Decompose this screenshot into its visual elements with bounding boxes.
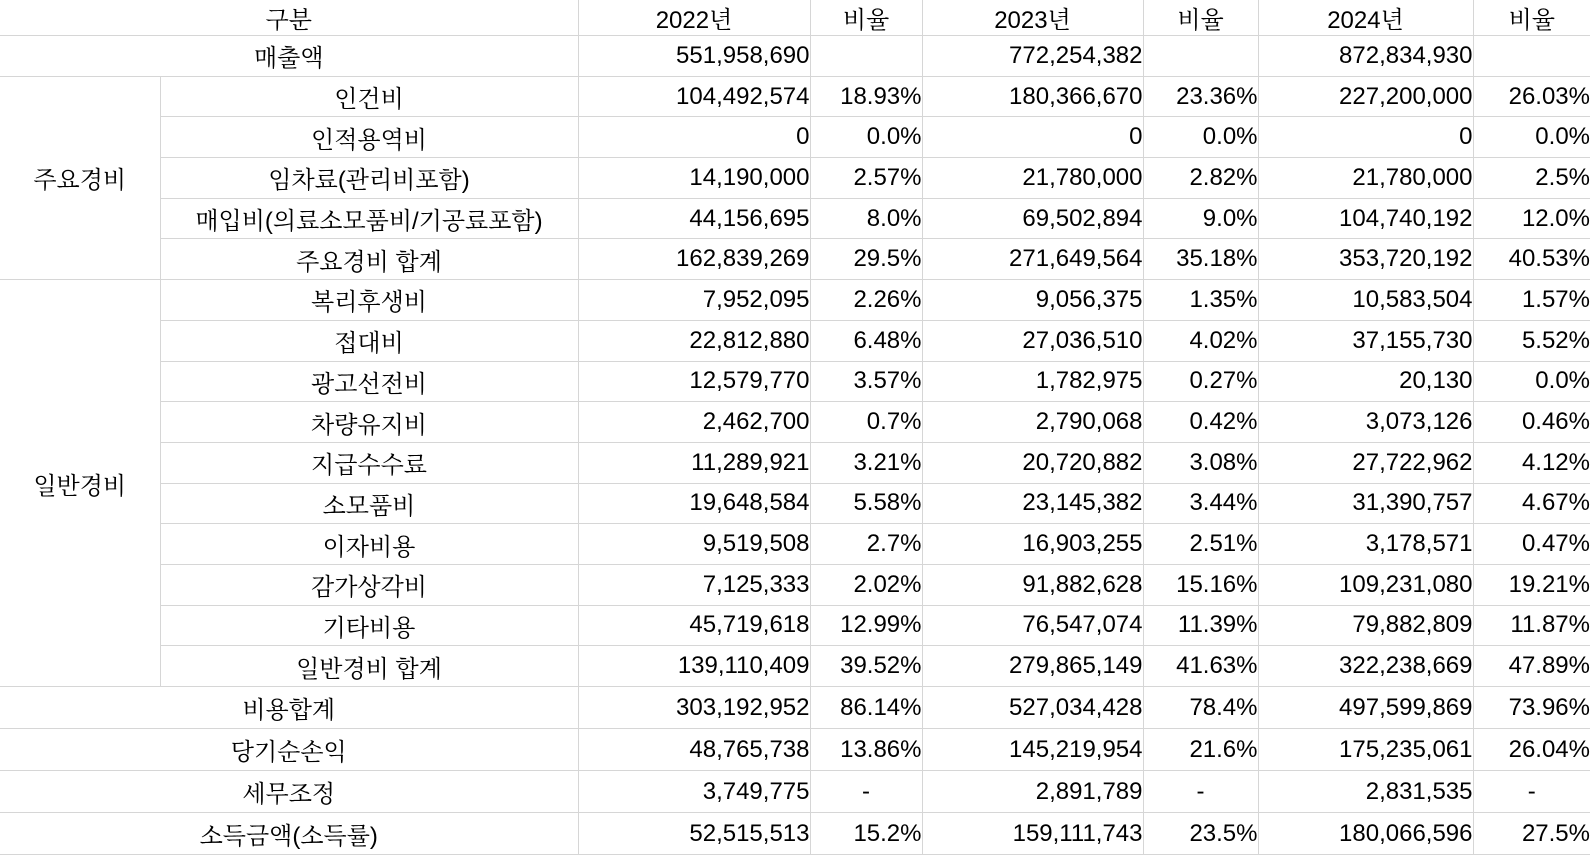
amount-cell: 527,034,428 <box>922 687 1143 729</box>
ratio-cell: 12.0% <box>1473 198 1590 239</box>
ratio-cell: 4.12% <box>1473 442 1590 483</box>
ratio-cell: 5.52% <box>1473 320 1590 361</box>
amount-cell: 322,238,669 <box>1258 646 1473 687</box>
row-label: 당기순손익 <box>0 729 578 771</box>
row-label: 인적용역비 <box>160 117 578 158</box>
ratio-cell: 4.67% <box>1473 483 1590 524</box>
ratio-cell <box>810 36 922 77</box>
row-label: 매출액 <box>0 36 578 77</box>
ratio-cell: 29.5% <box>810 239 922 280</box>
ratio-cell: 27.5% <box>1473 813 1590 855</box>
amount-cell: 31,390,757 <box>1258 483 1473 524</box>
row-label: 이자비용 <box>160 524 578 565</box>
amount-cell: 21,780,000 <box>1258 158 1473 199</box>
row-label: 기타비용 <box>160 605 578 646</box>
ratio-cell: 0.0% <box>1143 117 1258 158</box>
amount-cell: 14,190,000 <box>578 158 810 199</box>
table-row <box>0 402 1590 443</box>
ratio-cell: - <box>810 771 922 813</box>
col-header-year-2024: 2024년 <box>1258 0 1473 36</box>
ratio-cell: 40.53% <box>1473 239 1590 280</box>
amount-cell: 2,891,789 <box>922 771 1143 813</box>
ratio-cell: 1.57% <box>1473 280 1590 321</box>
amount-cell: 175,235,061 <box>1258 729 1473 771</box>
ratio-cell: 86.14% <box>810 687 922 729</box>
ratio-cell: 0.0% <box>1473 117 1590 158</box>
amount-cell: 3,178,571 <box>1258 524 1473 565</box>
ratio-cell: 2.7% <box>810 524 922 565</box>
table-row <box>0 320 1590 361</box>
col-header-category: 구분 <box>0 0 578 36</box>
row-label: 매입비(의료소모품비/기공료포함) <box>160 198 578 239</box>
amount-cell: 104,740,192 <box>1258 198 1473 239</box>
group-label: 주요경비 <box>0 76 160 279</box>
amount-cell: 76,547,074 <box>922 605 1143 646</box>
amount-cell: 145,219,954 <box>922 729 1143 771</box>
table-row <box>0 687 1590 729</box>
ratio-cell: 3.08% <box>1143 442 1258 483</box>
col-header-ratio-2023: 비율 <box>1143 0 1258 36</box>
table-row <box>0 729 1590 771</box>
amount-cell: 37,155,730 <box>1258 320 1473 361</box>
table-row <box>0 158 1590 199</box>
amount-cell: 22,812,880 <box>578 320 810 361</box>
table-row <box>0 36 1590 77</box>
ratio-cell: 8.0% <box>810 198 922 239</box>
ratio-cell: 15.2% <box>810 813 922 855</box>
amount-cell: 20,130 <box>1258 361 1473 402</box>
table-body <box>0 36 1590 855</box>
amount-cell: 2,831,535 <box>1258 771 1473 813</box>
col-header-ratio-2022: 비율 <box>810 0 922 36</box>
ratio-cell: 13.86% <box>810 729 922 771</box>
amount-cell: 7,952,095 <box>578 280 810 321</box>
row-label: 주요경비 합계 <box>160 239 578 280</box>
header-row <box>0 0 1590 36</box>
ratio-cell: 73.96% <box>1473 687 1590 729</box>
ratio-cell: 0.7% <box>810 402 922 443</box>
row-label: 인건비 <box>160 76 578 117</box>
amount-cell: 45,719,618 <box>578 605 810 646</box>
amount-cell: 3,073,126 <box>1258 402 1473 443</box>
ratio-cell: 0.0% <box>1473 361 1590 402</box>
amount-cell: 872,834,930 <box>1258 36 1473 77</box>
amount-cell: 497,599,869 <box>1258 687 1473 729</box>
amount-cell: 91,882,628 <box>922 564 1143 605</box>
row-label: 일반경비 합계 <box>160 646 578 687</box>
ratio-cell: 2.02% <box>810 564 922 605</box>
table-row <box>0 442 1590 483</box>
amount-cell: 159,111,743 <box>922 813 1143 855</box>
amount-cell: 9,519,508 <box>578 524 810 565</box>
ratio-cell: 4.02% <box>1143 320 1258 361</box>
row-label: 소모품비 <box>160 483 578 524</box>
amount-cell: 48,765,738 <box>578 729 810 771</box>
table-row <box>0 280 1590 321</box>
amount-cell: 109,231,080 <box>1258 564 1473 605</box>
amount-cell: 772,254,382 <box>922 36 1143 77</box>
ratio-cell: 3.57% <box>810 361 922 402</box>
amount-cell: 9,056,375 <box>922 280 1143 321</box>
table-header <box>0 0 1590 36</box>
amount-cell: 27,722,962 <box>1258 442 1473 483</box>
row-label: 소득금액(소득률) <box>0 813 578 855</box>
ratio-cell: 19.21% <box>1473 564 1590 605</box>
table-row <box>0 524 1590 565</box>
row-label: 감가상각비 <box>160 564 578 605</box>
amount-cell: 19,648,584 <box>578 483 810 524</box>
amount-cell: 2,462,700 <box>578 402 810 443</box>
ratio-cell: 0.46% <box>1473 402 1590 443</box>
ratio-cell: 0.27% <box>1143 361 1258 402</box>
ratio-cell: 26.03% <box>1473 76 1590 117</box>
col-header-ratio-2024: 비율 <box>1473 0 1590 36</box>
ratio-cell <box>1473 36 1590 77</box>
row-label: 차량유지비 <box>160 402 578 443</box>
amount-cell: 27,036,510 <box>922 320 1143 361</box>
table-row <box>0 198 1590 239</box>
ratio-cell: 18.93% <box>810 76 922 117</box>
ratio-cell: 2.26% <box>810 280 922 321</box>
ratio-cell: - <box>1143 771 1258 813</box>
amount-cell: 7,125,333 <box>578 564 810 605</box>
amount-cell: 227,200,000 <box>1258 76 1473 117</box>
ratio-cell <box>1143 36 1258 77</box>
ratio-cell: 15.16% <box>1143 564 1258 605</box>
ratio-cell: 3.21% <box>810 442 922 483</box>
amount-cell: 1,782,975 <box>922 361 1143 402</box>
amount-cell: 11,289,921 <box>578 442 810 483</box>
amount-cell: 551,958,690 <box>578 36 810 77</box>
amount-cell: 69,502,894 <box>922 198 1143 239</box>
amount-cell: 180,066,596 <box>1258 813 1473 855</box>
ratio-cell: 0.42% <box>1143 402 1258 443</box>
amount-cell: 21,780,000 <box>922 158 1143 199</box>
amount-cell: 3,749,775 <box>578 771 810 813</box>
amount-cell: 0 <box>1258 117 1473 158</box>
amount-cell: 16,903,255 <box>922 524 1143 565</box>
row-label: 복리후생비 <box>160 280 578 321</box>
table-row <box>0 605 1590 646</box>
ratio-cell: 47.89% <box>1473 646 1590 687</box>
ratio-cell: 0.0% <box>810 117 922 158</box>
row-label: 접대비 <box>160 320 578 361</box>
table-row <box>0 117 1590 158</box>
amount-cell: 271,649,564 <box>922 239 1143 280</box>
amount-cell: 303,192,952 <box>578 687 810 729</box>
ratio-cell: 2.5% <box>1473 158 1590 199</box>
amount-cell: 279,865,149 <box>922 646 1143 687</box>
ratio-cell: 12.99% <box>810 605 922 646</box>
amount-cell: 139,110,409 <box>578 646 810 687</box>
amount-cell: 20,720,882 <box>922 442 1143 483</box>
ratio-cell: 21.6% <box>1143 729 1258 771</box>
ratio-cell: 5.58% <box>810 483 922 524</box>
row-label: 비용합계 <box>0 687 578 729</box>
ratio-cell: 23.5% <box>1143 813 1258 855</box>
table-row <box>0 239 1590 280</box>
ratio-cell: 11.39% <box>1143 605 1258 646</box>
table-row <box>0 564 1590 605</box>
amount-cell: 180,366,670 <box>922 76 1143 117</box>
ratio-cell: 2.82% <box>1143 158 1258 199</box>
amount-cell: 23,145,382 <box>922 483 1143 524</box>
amount-cell: 2,790,068 <box>922 402 1143 443</box>
row-label: 광고선전비 <box>160 361 578 402</box>
amount-cell: 0 <box>578 117 810 158</box>
amount-cell: 162,839,269 <box>578 239 810 280</box>
table-row <box>0 483 1590 524</box>
ratio-cell: 1.35% <box>1143 280 1258 321</box>
ratio-cell: 23.36% <box>1143 76 1258 117</box>
table-row <box>0 771 1590 813</box>
amount-cell: 52,515,513 <box>578 813 810 855</box>
ratio-cell: 35.18% <box>1143 239 1258 280</box>
amount-cell: 44,156,695 <box>578 198 810 239</box>
amount-cell: 12,579,770 <box>578 361 810 402</box>
ratio-cell: 78.4% <box>1143 687 1258 729</box>
table-row <box>0 76 1590 117</box>
amount-cell: 353,720,192 <box>1258 239 1473 280</box>
ratio-cell: 0.47% <box>1473 524 1590 565</box>
ratio-cell: 3.44% <box>1143 483 1258 524</box>
ratio-cell: 2.57% <box>810 158 922 199</box>
ratio-cell: 2.51% <box>1143 524 1258 565</box>
amount-cell: 104,492,574 <box>578 76 810 117</box>
table-row <box>0 361 1590 402</box>
amount-cell: 0 <box>922 117 1143 158</box>
ratio-cell: 9.0% <box>1143 198 1258 239</box>
ratio-cell: 6.48% <box>810 320 922 361</box>
ratio-cell: - <box>1473 771 1590 813</box>
ratio-cell: 39.52% <box>810 646 922 687</box>
row-label: 세무조정 <box>0 771 578 813</box>
row-label: 임차료(관리비포함) <box>160 158 578 199</box>
ratio-cell: 26.04% <box>1473 729 1590 771</box>
table-row <box>0 646 1590 687</box>
amount-cell: 79,882,809 <box>1258 605 1473 646</box>
group-label: 일반경비 <box>0 280 160 687</box>
amount-cell: 10,583,504 <box>1258 280 1473 321</box>
col-header-year-2023: 2023년 <box>922 0 1143 36</box>
ratio-cell: 41.63% <box>1143 646 1258 687</box>
row-label: 지급수수료 <box>160 442 578 483</box>
table-row <box>0 813 1590 855</box>
col-header-year-2022: 2022년 <box>578 0 810 36</box>
ratio-cell: 11.87% <box>1473 605 1590 646</box>
